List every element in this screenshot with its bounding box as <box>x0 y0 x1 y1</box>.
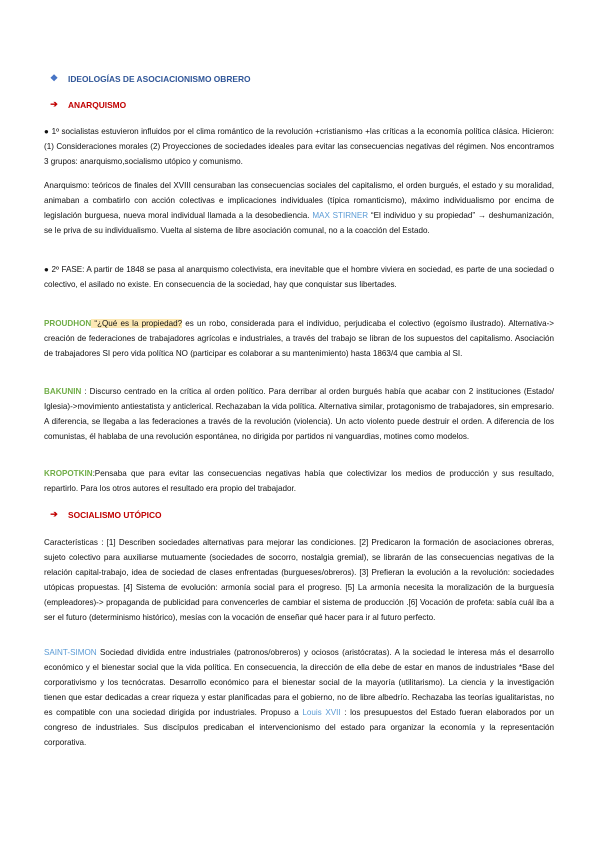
paragraph-bakunin <box>44 384 554 444</box>
anarquismo-text-a: Anarquismo: teóricos de finales del XVIII censuraban las consecuencias sociales del capitalismo, el orden burgués, el estado y su moralidad, animaban a combatirlo con acción colectivas e implicaciones individuales (típica romanticismo), máximo individualismo por encima de legislación burguesa, nueva moral individual llamada a la desobediencia. <box>44 181 554 220</box>
kropotkin-name: KROPOTKIN <box>44 469 93 478</box>
kropotkin-text: :Pensaba que para evitar las consecuencias negativas había que colectivizar los medios de producción y sus resultado, repartirlo. Para los otros autores el resultado era propio del trabajador. <box>44 469 554 493</box>
paragraph-kropotkin <box>44 466 554 496</box>
anarquismo-text-b: “El individuo y su propiedad” → deshumanización, se le priva de su individualismo. Vuelta al sistema de libre asociación comunal, no a la coacción del Estado. <box>44 211 554 235</box>
heading-ideologias <box>48 73 251 84</box>
proudhon-name: PROUDHON <box>44 319 92 328</box>
paragraph-segunda-fase: ● 2º FASE: A partir de 1848 se pasa al anarquismo colectivista, era inevitable que el hombre viviera en sociedad, es parte de una sociedad o colectivo, el asilado no existe. En consecuencia de la sociedad, hay que conquistar sus libertades. <box>44 265 554 289</box>
heading-socialismo-utopico <box>48 509 162 520</box>
proudhon-quote: “¿Qué es la propiedad? <box>91 319 183 328</box>
max-stirner-name: MAX STIRNER <box>312 211 369 220</box>
right-arrow-icon: ➔ <box>50 99 58 109</box>
paragraph-proudhon <box>44 316 554 361</box>
proudhon-text: es un robo, considerada para el individuo, perjudicaba el colectivo (egoísmo ilustrado). Alternativa-> creación de federaciones de trabajadores agrícolas e industriales, a través del trabajo se libran de los supuestos del capitalismo. Asociación de trabajadores SI pero vida política NO (participar es colaborar a su mantenimiento) hasta 1863/4 que cambia al SI. <box>44 319 554 358</box>
saint-simon-text-b: : los presupuestos del Estado fueran elaborados por un congreso de industriales. Sus discípulos predicaban el intervencionismo del estado para organizar la economía y la representación corporativa. <box>44 708 554 747</box>
bakunin-text: : Discurso centrado en la crítica al orden político. Para derribar al orden burgués había que acabar con 2 instituciones (Estado/ Iglesia)->movimiento antiestatista y anticlerical. Rechazaban la vida política. Alternativa similar, protagonismo de trabajadores, sin empresario. A diferencia, se llegaba a las federaciones a través de la revolución (violencia). Un acto violento puede destruir el orden. A diferencia de los comunistas, él hablaba de una revolución espontánea, no dirigida por partidos ni vanguardias, motines como modelos. <box>44 387 554 441</box>
diamond-bullet-icon: ❖ <box>49 73 59 83</box>
louis-xvii-name: Louis XVII <box>302 708 341 717</box>
heading-ideologias-text: IDEOLOGÍAS DE ASOCIACIONISMO OBRERO <box>68 73 251 84</box>
paragraph-primeros-socialistas: ● 1º socialistas estuvieron influidos por el clima romántico de la revolución +cristianismo +las críticas a la economía política clásica. Hicieron:(1) Consideraciones morales (2) Proyecciones de sociedades ideales para evitar las consecuencias negativas del régimen. Nos encontramos 3 grupos: anarquismo,socialismo utópico y comunismo. <box>44 127 554 166</box>
saint-simon-name: SAINT-SIMON <box>44 648 97 657</box>
saint-simon-text-a: Sociedad dividida entre industriales (patronos/obreros) y ociosos (aristócratas). A la sociedad le interesa más el desarrollo económico y el bienestar social que la vida política. En consecuencia, la dirección de ella debe de estar en manos de industriales *Base del corporativismo y los tecnócratas. Desarrollo económico para el bienestar social de la mayoría (utilitarismo). La ciencia y la investigación tienen que estar dedicadas a crear riqueza y estar planificadas para el gobierno, no de libre albedrío. Rechazaba las teorías igualitaristas, no es compatible con una sociedad dirigida por industriales. Propuso a <box>44 648 554 717</box>
paragraph-caracteristicas: Características : [1] Describen sociedades alternativas para mejorar las condiciones. [2] Predicaron la formación de asociaciones obreras, sujeto colectivo para auxiliarse mutuamente (sociedades de socorro, nostalgia gremial), se librarán de las consecuencias negativas de la relación capital-trabajo, idea de sociedad de clases enfrentadas (burgueses/obreros). [3] Prefieran la evolución a la revolución: sociedades utópicas propuestas. [4] Sistema de evolución: armonía social para el progreso. [5] La armonía necesita la moralización de la burguesía (empleadores)-> propaganda de publicidad para convencerles de cambiar el sistema de producción .[6] Vocación de profeta: sabía cuál iba a ser el futuro (determinismo histórico), mesías con la vocación de enseñar qué hacer para ir al futuro perfecto. <box>44 538 554 622</box>
heading-anarquismo-text: ANARQUISMO <box>68 99 127 110</box>
heading-socialismo-utopico-text: SOCIALISMO UTÓPICO <box>68 509 162 520</box>
paragraph-anarquismo <box>44 178 554 238</box>
paragraph-saint-simon <box>44 645 554 750</box>
right-arrow-icon: ➔ <box>50 509 58 519</box>
heading-anarquismo <box>48 99 126 110</box>
bakunin-name: BAKUNIN <box>44 387 82 396</box>
